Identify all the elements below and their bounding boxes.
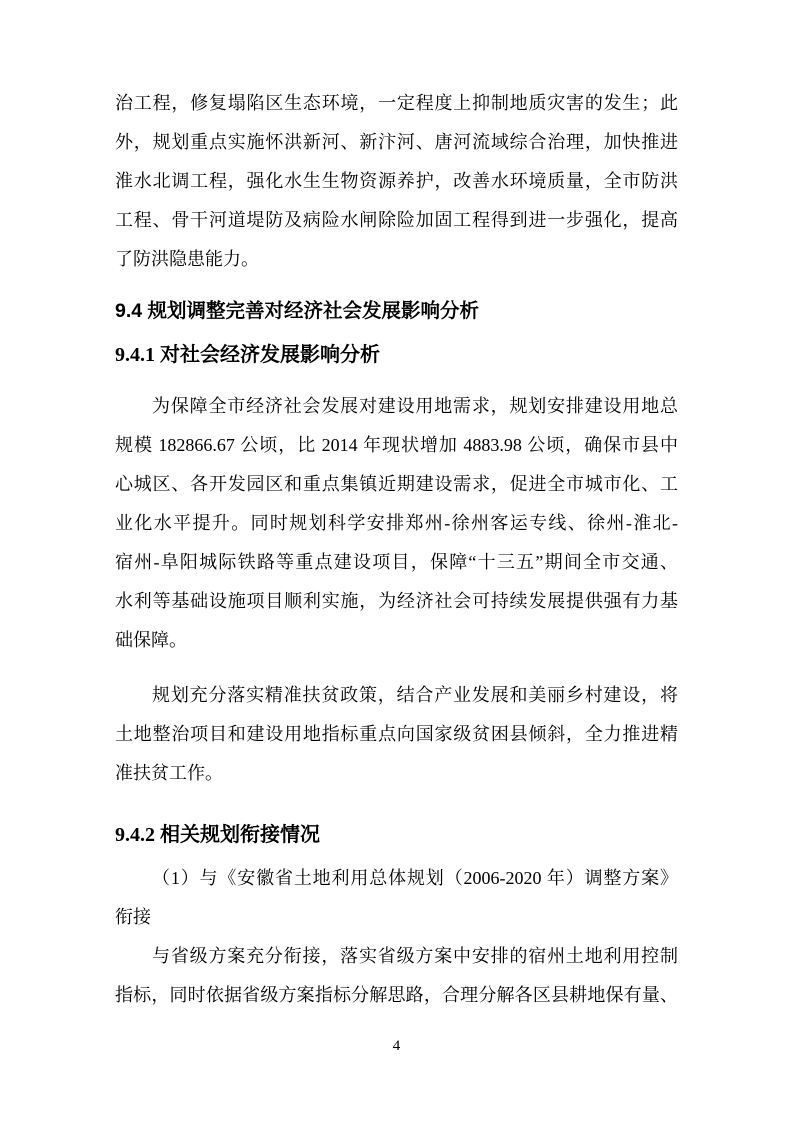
text-line: 指标，同时依据省级方案指标分解思路，合理分解各区县耕地保有量、 [115,985,678,1005]
subsection-heading-9-4-1: 9.4.1 对社会经济发展影响分析 [115,344,380,366]
text-line: 规划充分落实精准扶贫政策，结合产业发展和美丽乡村建设，将 [152,685,678,705]
text-line: 心城区、各开发园区和重点集镇近期建设需求，促进全市城市化、工 [115,474,678,494]
page-content [115,84,678,1015]
text-line: 规模 182866.67 公顷，比 2014 年现状增加 4883.98 公顷，确保市县中 [115,435,678,455]
paragraph-provincial-plan-title [115,859,678,937]
section-heading-9-4: 9.4 规划调整完善对经济社会发展影响分析 [115,300,480,322]
text-line: 宿州-阜阳城际铁路等重点建设项目，保障“十三五”期间全市交通、 [115,552,678,572]
text-line: 治工程，修复塌陷区生态环境，一定程度上抑制地质灾害的发生；此 [115,93,678,113]
paragraph-poverty-alleviation [115,676,678,793]
text-line: 业化水平提升。同时规划科学安排郑州-徐州客运专线、徐州-淮北- [115,513,678,533]
text-line: 础保障。 [115,630,187,650]
paragraph-economic-impact [115,387,678,660]
text-line: 与省级方案充分衔接，落实省级方案中安排的宿州土地利用控制 [152,946,678,966]
text-line: （1）与《安徽省土地利用总体规划（2006-2020 年）调整方案》 [152,868,678,888]
text-line: 水利等基础设施项目顺利实施，为经济社会可持续发展提供强有力基 [115,591,678,611]
page-number: 4 [392,1038,401,1054]
text-line: 淮水北调工程，强化水生生物资源养护，改善水环境质量，全市防洪 [115,171,678,191]
paragraph-provincial-plan-body [115,937,678,1015]
text-line: 了防洪隐患能力。 [115,249,259,269]
paragraph-flood-control [115,84,678,279]
subsection-heading-9-4-2: 9.4.2 相关规划衔接情况 [115,824,320,846]
text-line: 工程、骨干河道堤防及病险水闸除险加固工程得到进一步强化，提高 [115,210,678,230]
text-line: 准扶贫工作。 [115,763,223,783]
text-line: 为保障全市经济社会发展对建设用地需求，规划安排建设用地总 [152,396,678,416]
text-line: 土地整治项目和建设用地指标重点向国家级贫困县倾斜，全力推进精 [115,724,678,744]
text-line: 外，规划重点实施怀洪新河、新汴河、唐河流域综合治理，加快推进 [115,132,678,152]
text-line: 衔接 [115,907,151,927]
